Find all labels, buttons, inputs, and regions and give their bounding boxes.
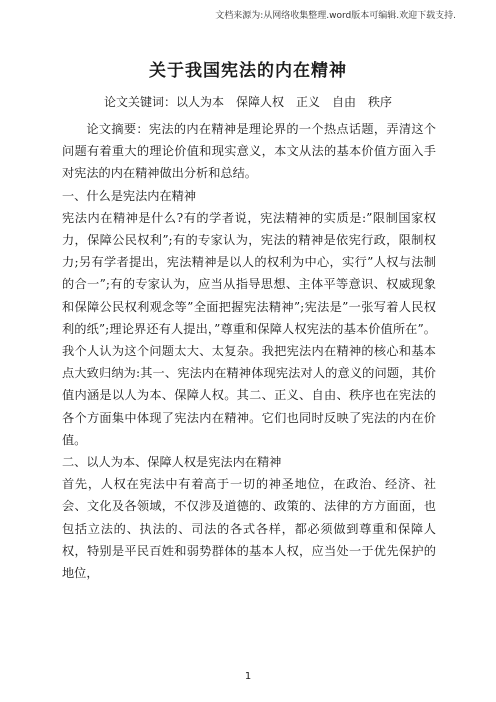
document-title: 关于我国宪法的内在精神 — [149, 61, 347, 81]
section-heading-2: 二、以人为本、保障人权是宪法内在精神 — [62, 455, 282, 470]
section-heading-1: 一、什么是宪法内在精神 — [62, 188, 197, 203]
section-2-paragraph: 首先，人权在宪法中有着高于一切的神圣地位，在政治、经济、社会、文化及各领域，不仅涉及道德的、政策的、法律的方方面面，也包括立法的、执法的、司法的各式各样，都必须做到尊重和保障人权，特别是平民百姓和弱势群体的基本人权，应当处一于优先保护的地位， — [62, 477, 436, 581]
document-body — [62, 118, 436, 584]
source-note: 文档来源为:从网络收集整理.word版本可编辑.欢迎下载支持. — [215, 11, 456, 21]
section-1-paragraph: 宪法内在精神是什么?有的学者说，宪法精神的实质是:”限制国家权力，保障公民权利”;有的专家认为，宪法的精神是依宪行政，限制权力;另有学者提出，宪法精神是以人的权利为中心，实行”人权与法制的合一”;有的专家认为，应当从指导思想、主体平等意识、权威现象和保障公民权利观念等”全面把握宪法精神”;宪法是”一张写着人民权利的纸”;理论界还有人提出，”尊重和保障人权宪法的基本价值所在”。我个人认为这个问题太大、太复杂。我把宪法内在精神的核心和基本点大致归纳为:其一、宪法内在精神体现宪法对人的意义的问题，其价值内涵是以人为本、保障人权。其二、正义、自由、秩序也在宪法的各个方面集中体现了宪法内在精神。它们也同时反映了宪法的内在价值。 — [62, 210, 436, 447]
keywords-line: 论文关键词：以人为本 保障人权 正义 自由 秩序 — [103, 95, 392, 109]
page-number: 1 — [244, 671, 252, 682]
abstract-paragraph: 论文摘要：宪法的内在精神是理论界的一个热点话题，弄清这个问题有着重大的理论价值和现实意义，本文从法的基本价值方面入手对宪法的内在精神做出分析和总结。 — [62, 122, 436, 181]
